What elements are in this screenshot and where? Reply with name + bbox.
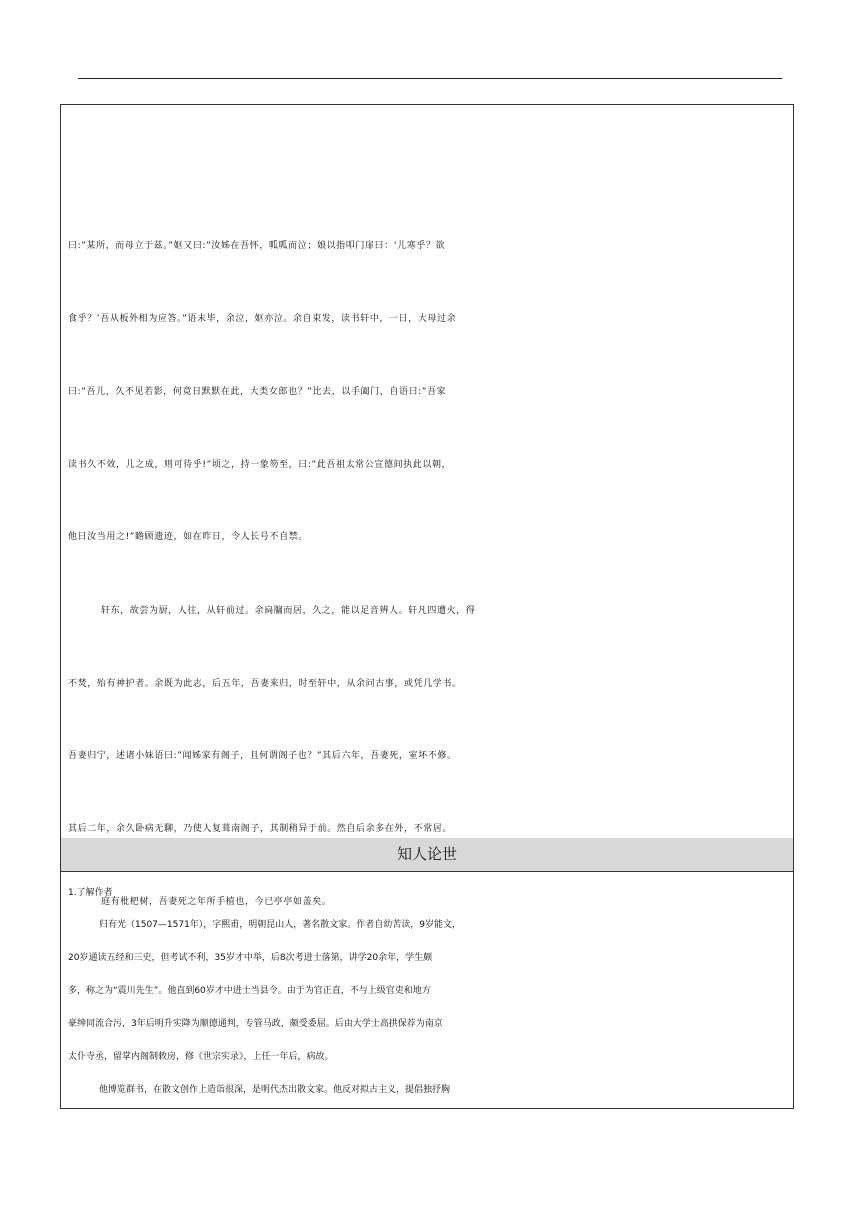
author-text-line: 归有光（1507—1571年），字熙甫，明朝昆山人，著名散文家。作者自幼苦读，9岁能文， — [99, 920, 462, 930]
document-table — [60, 104, 794, 1109]
passage-line: 庭有枇杷树，吾妻死之年所手植也，今已亭亭如盖矣。 — [101, 897, 332, 907]
passage-line: 吾妻归宁，述诸小妹语曰:”闻姊家有阁子，且何谓阁子也？”其后六年，吾妻死，室坏不修。 — [68, 751, 457, 761]
author-text-line: 多，称之为“震川先生”。他直到60岁才中进士当县令。由于为官正直，不与上级官吏和地方 — [68, 986, 431, 996]
passage-line: 其后二年，余久卧病无聊，乃使人复葺南阁子，其制稍异于前。然自后余多在外，不常居。 — [68, 824, 453, 834]
section-subtitle: 1.了解作者 — [68, 888, 113, 898]
passage-line: 轩东，故尝为厨，人往，从轩前过。余扃牖而居，久之，能以足音辨人。轩凡四遭火，得 — [101, 606, 476, 616]
author-info-cell — [61, 872, 793, 1108]
passage-line: 读书久不效，儿之成，则可待乎!”顷之，持一象笏至，曰:”此吾祖太常公宣德间执此以朝， — [68, 460, 452, 470]
passage-line: 食乎？’吾从板外相为应答。”语未毕，余泣，妪亦泣。余自束发，读书轩中，一日，大母过余 — [68, 314, 457, 324]
passage-line: 曰:”某所，而母立于兹。”妪又曰:”汝姊在吾怀，呱呱而泣；娘以指叩门扉曰：‘儿寒乎？欲 — [68, 241, 446, 251]
author-text-line: 太仆寺丞，留掌内阁制敕房，修《世宗实录》，上任一年后，病故。 — [68, 1052, 334, 1062]
passage-line: 他日汝当用之!”瞻顾遗迹，如在昨日，令人长号不自禁。 — [68, 532, 308, 542]
author-text-line: 20岁通读五经和三史，但考试不利，35岁才中举，后8次考进士落第，讲学20余年，学生颇 — [68, 953, 433, 963]
passage-line: 曰:”吾儿，久不见若影，何竟日默默在此，大类女郎也？”比去，以手阖门，自语曰:”吾家 — [68, 387, 447, 397]
passage-line: 不焚，殆有神护者。余既为此志，后五年，吾妻来归，时至轩中，从余问古事，或凭几学书。 — [68, 679, 462, 689]
author-text-line: 豪绅同流合污，3年后明升实降为顺德通判，专管马政，颇受委屈。后由大学士高拱保荐为南京 — [68, 1019, 443, 1029]
header-rule — [78, 78, 782, 79]
section-header: 知人论世 — [61, 838, 793, 872]
author-text-line: 他博览群书，在散文创作上造诣很深，是明代杰出散文家。他反对拟古主义，提倡独抒胸 — [99, 1085, 451, 1095]
